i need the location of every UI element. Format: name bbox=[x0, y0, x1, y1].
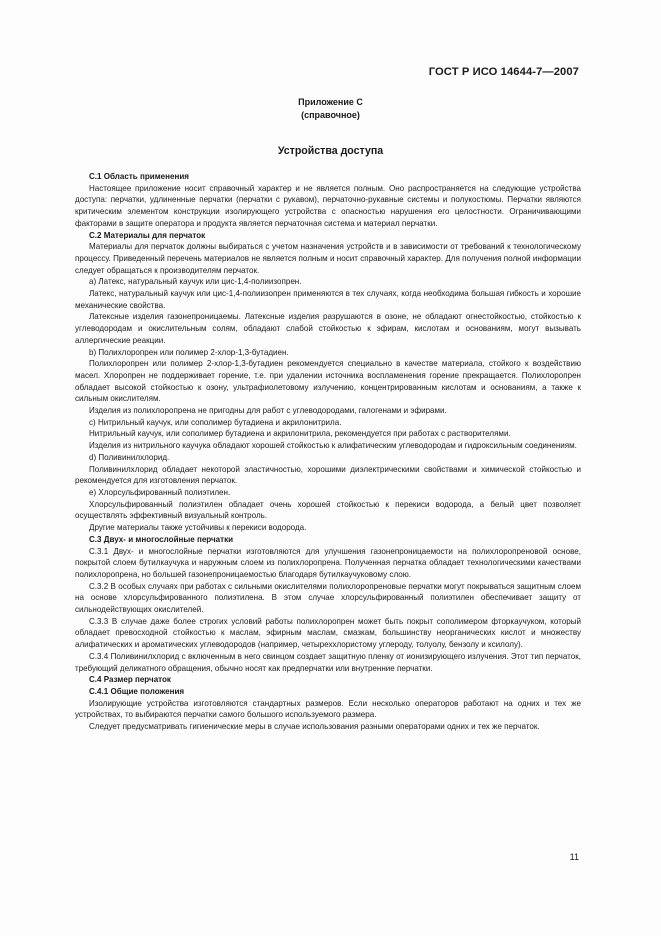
body-paragraph: Латекс, натуральный каучук или цис-1,4-полиизопрен применяются в тех случаях, когда необходима большая гибкость и хорошие механические свойства. bbox=[75, 289, 581, 310]
section-heading: С.4.1 Общие положения bbox=[89, 686, 185, 696]
body-paragraph: Полихлоропрен или полимер 2-хлор-1,3-бутадиен рекомендуется специально в качестве материала, стойкого к воздействию масел. Хлоропрен не поддерживает горение, т.е. при удалении источника воспламенения горение прекращается. Полихлоропрен обладает высокой стойкостью к озону, ультрафиолетовому излучению, концентрированным кислотам и основаниям, а также к сильным окислителям. bbox=[75, 359, 581, 404]
annex-title: Приложение С bbox=[298, 97, 363, 107]
body-paragraph: Изделия из нитрильного каучука обладают хорошей стойкостью к алифатическим углеводородам и гидроксильным соединениям. bbox=[89, 441, 577, 451]
body-paragraph: Изделия из полихлоропрена не пригодны для работ с углеводородами, галогенами и эфирами. bbox=[89, 406, 447, 416]
body-paragraph: а) Латекс, натуральный каучук или цис-1,4-полиизопрен. bbox=[89, 277, 302, 287]
body-paragraph: С.3.3 В случае даже более строгих условий работы полихлоропрен может быть покрыт сополимером фторкаучуком, который обладает превосходной стойкостью к маслам, эфирным маслам, смазкам, большинству неорганических кислот и множеству алифатических и ароматических углеводородов (например, четыреххлористому углероду, толуолу, бензолу и ксилолу). bbox=[75, 616, 581, 650]
body-paragraph: Другие материалы также устойчивы к перекиси водорода. bbox=[89, 523, 307, 533]
page-number: 11 bbox=[569, 852, 579, 862]
section-heading: С.4 Размер перчаток bbox=[89, 675, 171, 685]
body-paragraph: С.3.4 Поливинилхлорид с включенным в него свинцом создает защитную пленку от ионизирующего излучения. Этот тип перчаток, требующий деликатного обращения, обычно носят как предперчатки или внутренние перчатки. bbox=[75, 651, 581, 673]
body-paragraph: Поливинилхлорид обладает некоторой эластичностью, хорошими диэлектрическими свойствами и химической стойкостью и рекомендуется для изготовления перчаток. bbox=[75, 464, 581, 486]
body-paragraph: Нитрильный каучук, или сополимер бутадиена и акрилонитрила, рекомендуется при работах с растворителями. bbox=[89, 429, 511, 439]
body-paragraph: С.3.1 Двух- и многослойные перчатки изготовляются для улучшения газонепроницаемости на полихлоропреновой основе, покрытой слоем бутилкаучука и наружным слоем из полихлоропрена. Полученная перчатка обладает технологическими качествами полихлоропрена, но большей газонепроницаемостью благодаря бутилкаучуковому слою. bbox=[75, 546, 581, 579]
body-paragraph: с) Нитрильный каучук, или сополимер бутадиена и акрилонитрила. bbox=[89, 417, 342, 427]
section-heading: С.2 Материалы для перчаток bbox=[89, 230, 206, 240]
annex-subtitle: (справочное) bbox=[301, 110, 360, 120]
body-paragraph: е) Хлорсульфированный полиэтилен. bbox=[89, 487, 231, 497]
body-paragraph: Изолирующие устройства изготовляются стандартных размеров. Если несколько операторов работают на одних и тех же устройствах, то выбираются перчатки самого большого используемого размера. bbox=[75, 698, 581, 720]
annex-heading bbox=[0, 96, 661, 122]
document-body bbox=[75, 171, 581, 733]
body-paragraph: С.3.2 В особых случаях при работах с сильными окислителями полихлоропреновые перчатки могут покрываться защитным слоем на основе хлорсульфированного полиэтилена. В этом случае хлорсульфированный полиэтилен обеспечивает защиту от сильнодействующих окислителей. bbox=[75, 581, 581, 615]
body-paragraph: Настоящее приложение носит справочный характер и не является полным. Оно распространяется на следующие устройства доступа: перчатки, удлиненные перчатки (перчатки с рукавом), перчаточно-рукавные системы и полукостюмы. Перчатки являются критическим элементом конструкции изолирующего устройства с опасностью нарушения его целостности. Ограничивающими факторами в защите оператора и продукта является перчаточная система и материал перчатки. bbox=[75, 183, 581, 228]
document-header: ГОСТ Р ИСО 14644-7—2007 bbox=[428, 66, 579, 78]
section-title: Устройства доступа bbox=[277, 145, 384, 157]
body-paragraph: Хлорсульфированный полиэтилен обладает очень хорошей стойкостью к перекиси водорода, а белый цвет позволяет осуществлять эффективный визуальный контроль. bbox=[75, 499, 581, 521]
body-paragraph: Материалы для перчаток должны выбираться с учетом назначения устройств и в зависимости от требований к технологическому процессу. Приведенный перечень материалов не является полным и носит справочный характер. Для получения полной информации следует обращаться к производителям перчаток. bbox=[75, 242, 581, 275]
section-heading: С.1 Область применения bbox=[89, 172, 189, 181]
section-heading: С.3 Двух- и многослойные перчатки bbox=[89, 534, 234, 544]
body-paragraph: b) Полихлоропрен или полимер 2-хлор-1,3-бутадиен. bbox=[89, 347, 289, 357]
body-paragraph: Латексные изделия газонепроницаемы. Латексные изделия разрушаются в озоне, не обладают огнестойкостью, стойкостью к углеводородам и окислительным солям, обладают слабой стойкостью к эфирам, кислотам и основаниям, могут вызывать аллергические реакции. bbox=[75, 312, 581, 345]
body-paragraph: Следует предусматривать гигиенические меры в случае использования разными операторами одних и тех же перчаток. bbox=[89, 722, 540, 732]
body-paragraph: d) Поливинилхлорид. bbox=[89, 452, 170, 462]
